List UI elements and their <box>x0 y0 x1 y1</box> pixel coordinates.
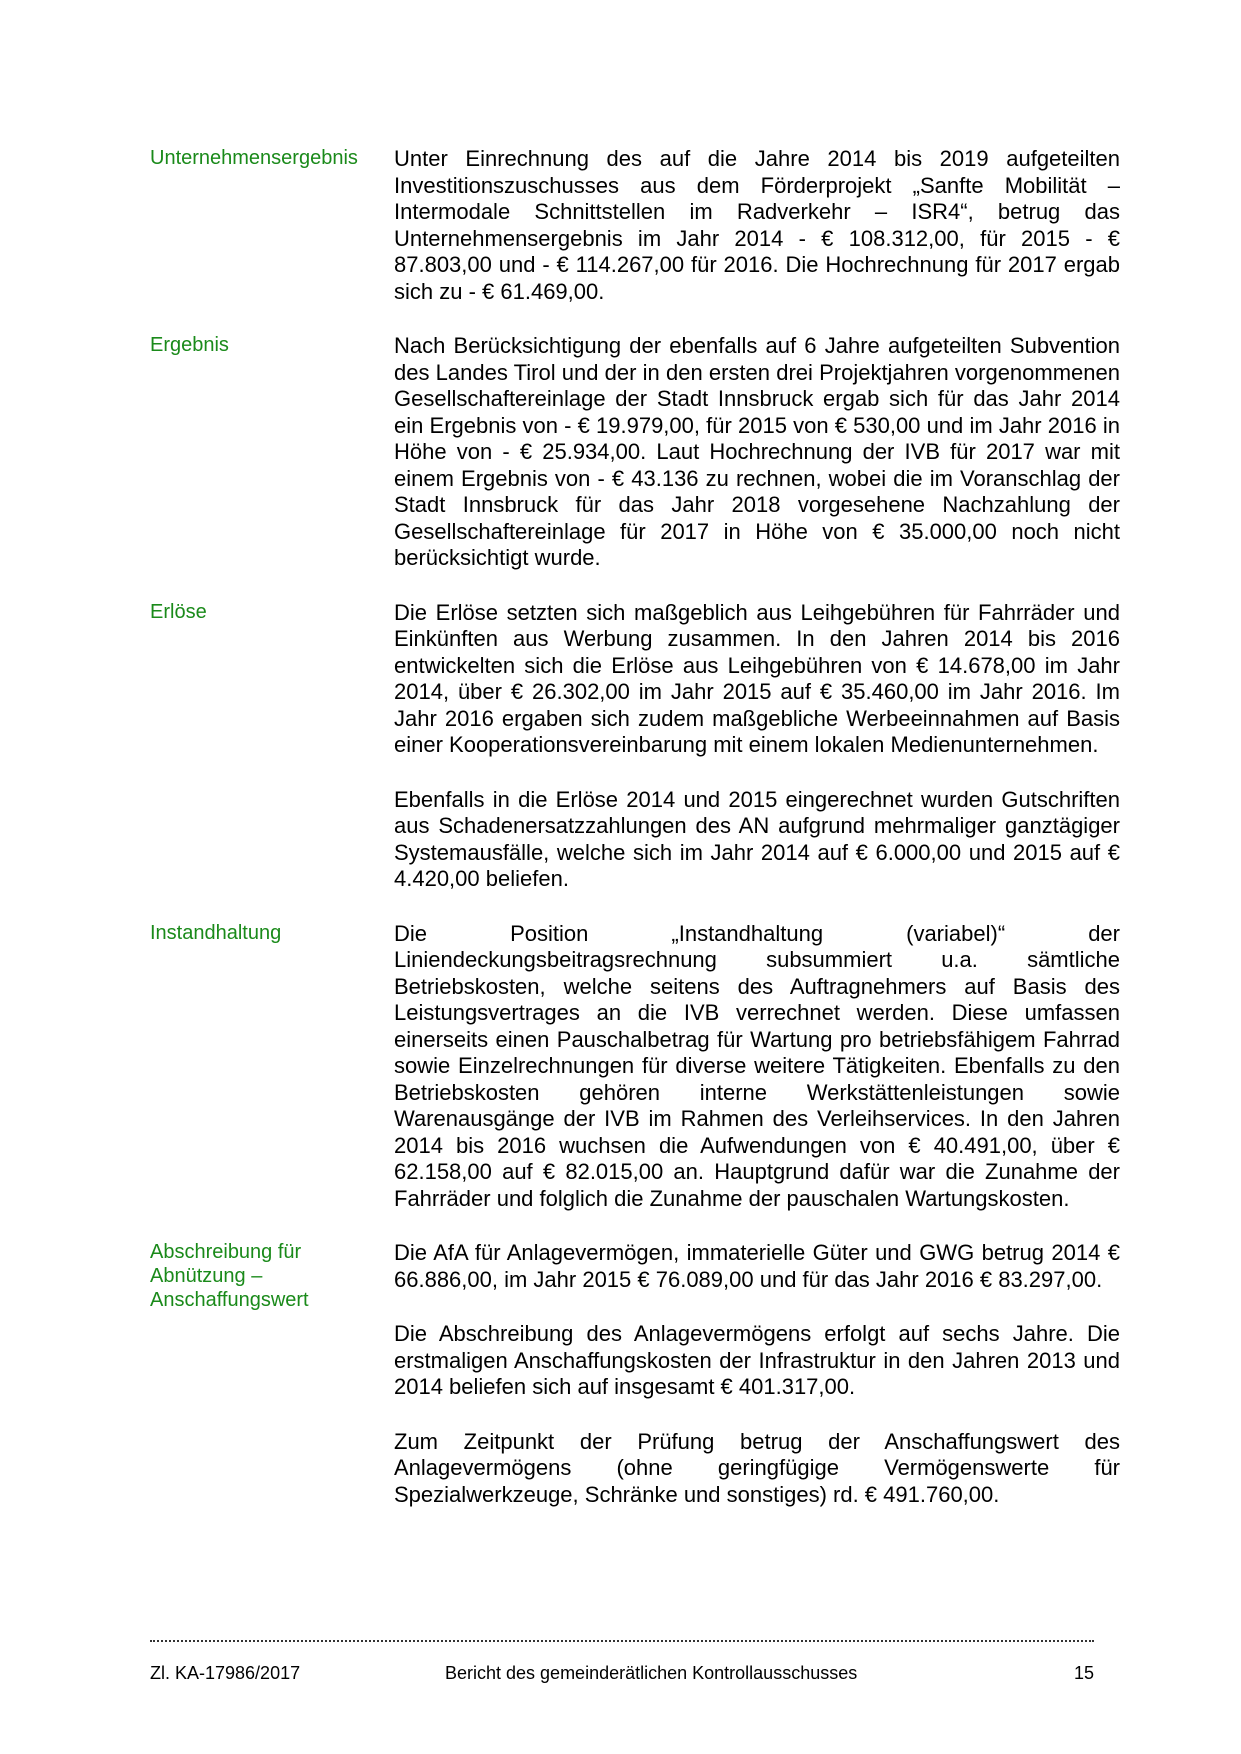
section-label-line: Ergebnis <box>150 334 229 356</box>
page-number: 15 <box>1073 1663 1094 1683</box>
section-body <box>394 333 1120 572</box>
paragraph: Die AfA für Anlagevermögen, immaterielle Güter und GWG betrug 2014 € 66.886,00, im Jahr 2015 € 76.089,00 und für das Jahr 2016 € 83.297,00. <box>394 1240 1120 1292</box>
footer-title: Bericht des gemeinderätlichen Kontrollausschusses <box>445 1663 858 1683</box>
section-label-line: Anschaffungswert <box>150 1289 309 1311</box>
section-body <box>394 146 1120 305</box>
section-body <box>394 600 1120 893</box>
footer-reference: Zl. KA-17986/2017 <box>150 1663 301 1683</box>
section-label-line: Abnützung – <box>150 1265 263 1287</box>
paragraph: Nach Berücksichtigung der ebenfalls auf 6 Jahre aufgeteilten Subvention des Landes Tirol und der in den ersten drei Projektjahren vorgenommenen Gesellschaftereinlage der Stadt Innsbruck ergab sich für das Jahr 2014 ein Ergebnis von - € 19.979,00, für 2015 von € 530,00 und im Jahr 2016 in Höhe von - € 25.934,00. Laut Hochrechnung der IVB für 2017 war mit einem Ergebnis von - € 43.136 zu rechnen, wobei die im Voranschlag der Stadt Innsbruck für das Jahr 2018 vorgesehene Nachzahlung der Gesellschaftereinlage für 2017 in Höhe von € 35.000,00 noch nicht berücksichtigt wurde. <box>394 333 1120 570</box>
section-label <box>150 921 394 945</box>
section-instandhaltung <box>150 921 1120 1213</box>
paragraph: Unter Einrechnung des auf die Jahre 2014 bis 2019 aufgeteilten Investitionszuschusses aus dem Förderprojekt „Sanfte Mobilität – Intermodale Schnittstellen im Radverkehr – ISR4“, betrug das Unternehmensergebnis im Jahr 2014 - € 108.312,00, für 2015 - € 87.803,00 und - € 114.267,00 für 2016. Die Hochrechnung für 2017 ergab sich zu - € 61.469,00. <box>394 146 1120 304</box>
paragraph: Die Position „Instandhaltung (variabel)“ der Liniendeckungsbeitragsrechnung subsummiert u.a. sämtliche Betriebskosten, welche seitens des Auftragnehmers auf Basis des Leistungsvertrages an die IVB verrechnet werden. Diese umfassen einerseits einen Pauschalbetrag für Wartung pro betriebsfähigem Fahrrad sowie Einzelrechnungen für diverse weitere Tätigkeiten. Ebenfalls zu den Betriebskosten gehören interne Werkstättenleistungen sowie Warenausgänge der IVB im Rahmen des Verleihservices. In den Jahren 2014 bis 2016 wuchsen die Aufwendungen von € 40.491,00, über € 62.158,00 auf € 82.015,00 an. Hauptgrund dafür war die Zunahme der Fahrräder und folglich die Zunahme der pauschalen Wartungskosten. <box>394 920 1120 1211</box>
section-body <box>394 921 1120 1213</box>
section-abschreibung <box>150 1240 1120 1508</box>
section-label-line: Instandhaltung <box>150 921 282 944</box>
paragraph: Zum Zeitpunkt der Prüfung betrug der Anschaffungswert des Anlagevermögens (ohne geringfügige Vermögenswerte für Spezialwerkzeuge, Schränke und sonstiges) rd. € 491.760,00. <box>394 1428 1120 1507</box>
paragraph: Ebenfalls in die Erlöse 2014 und 2015 eingerechnet wurden Gutschriften aus Schadenersatzzahlungen des AN aufgrund mehrmaliger ganztägiger Systemausfälle, welche sich im Jahr 2014 auf € 6.000,00 und 2015 auf € 4.420,00 beliefen. <box>394 786 1120 891</box>
section-label <box>150 146 394 170</box>
section-label-line: Unternehmensergebnis <box>150 147 358 169</box>
section-erloese <box>150 600 1120 893</box>
report-content <box>150 146 1120 1536</box>
section-label <box>150 1240 394 1312</box>
section-label <box>150 600 394 624</box>
section-body <box>394 1240 1120 1508</box>
paragraph: Die Erlöse setzten sich maßgeblich aus Leihgebühren für Fahrräder und Einkünften aus Werbung zusammen. In den Jahren 2014 bis 2016 entwickelten sich die Erlöse aus Leihgebühren von € 14.678,00 im Jahr 2014, über € 26.302,00 im Jahr 2015 auf € 35.460,00 im Jahr 2016. Im Jahr 2016 ergaben sich zudem maßgebliche Werbeeinnahmen auf Basis einer Kooperationsvereinbarung mit einem lokalen Medienunternehmen. <box>394 599 1120 757</box>
section-label <box>150 333 394 357</box>
section-label-line: Erlöse <box>150 600 207 623</box>
section-label-line: Abschreibung für <box>150 1241 302 1263</box>
section-ergebnis <box>150 333 1120 572</box>
paragraph: Die Abschreibung des Anlagevermögens erfolgt auf sechs Jahre. Die erstmaligen Anschaffungskosten der Infrastruktur in den Jahren 2013 und 2014 beliefen sich auf insgesamt € 401.317,00. <box>394 1321 1120 1399</box>
section-unternehmensergebnis <box>150 146 1120 305</box>
footer-divider <box>150 1640 1094 1642</box>
